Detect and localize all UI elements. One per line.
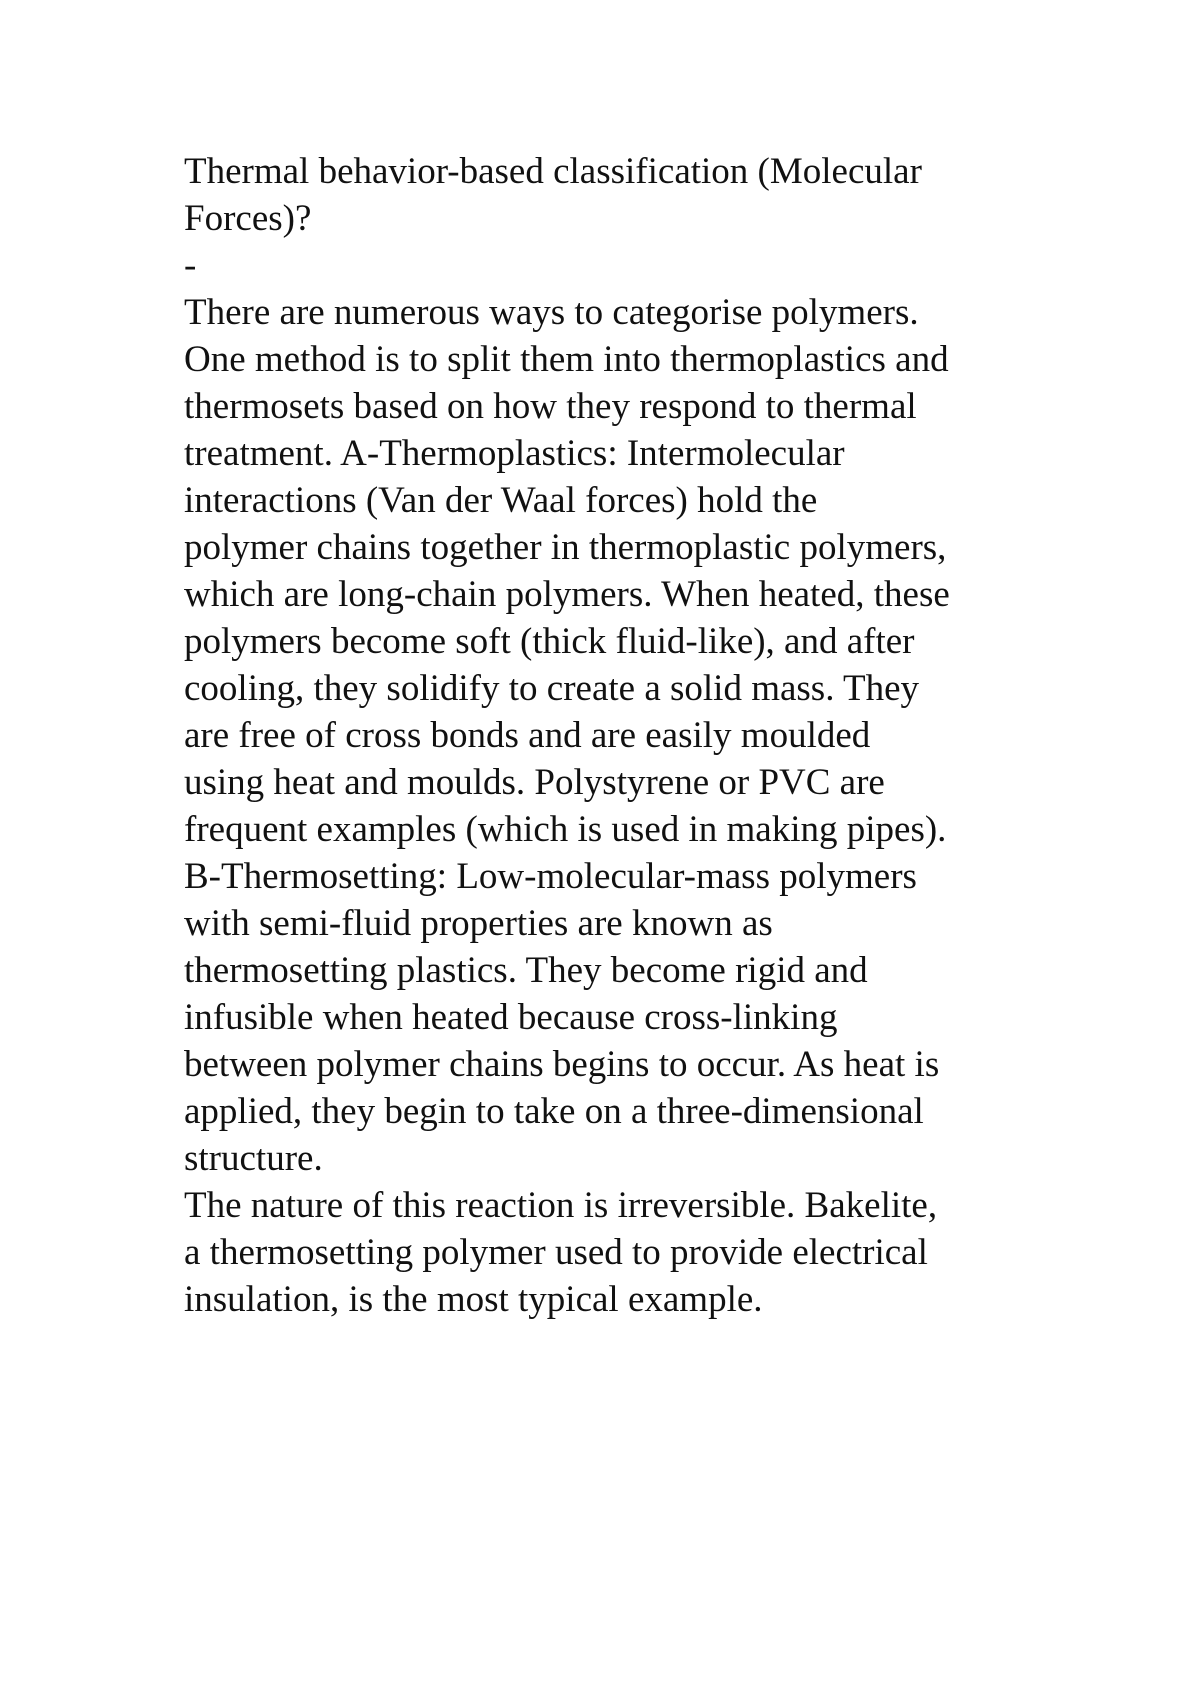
body-line: with semi-fluid properties are known as — [184, 903, 773, 944]
body-line: which are long-chain polymers. When heated, these — [184, 574, 950, 615]
body-line: applied, they begin to take on a three-dimensional — [184, 1091, 924, 1132]
body-line: between polymer chains begins to occur. As heat is — [184, 1044, 940, 1085]
body-line: are free of cross bonds and are easily moulded — [184, 715, 871, 756]
body-line: B-Thermosetting: Low-molecular-mass polymers — [184, 856, 917, 897]
body-line: thermosets based on how they respond to thermal — [184, 386, 917, 427]
body-line: structure. — [184, 1138, 323, 1179]
body-line: interactions (Van der Waal forces) hold the — [184, 480, 818, 521]
body-line: There are numerous ways to categorise polymers. — [184, 292, 919, 333]
body-line: using heat and moulds. Polystyrene or PVC are — [184, 762, 885, 803]
body-line: One method is to split them into thermoplastics and — [184, 339, 949, 380]
body-line: The nature of this reaction is irreversible. Bakelite, — [184, 1185, 938, 1226]
dash-separator: - — [184, 245, 197, 286]
question-title-line-2: Forces)? — [184, 198, 312, 239]
body-line: polymers become soft (thick fluid-like), and after — [184, 621, 915, 662]
body-line: polymer chains together in thermoplastic polymers, — [184, 527, 947, 568]
document-text — [184, 148, 1044, 1323]
body-line: insulation, is the most typical example. — [184, 1279, 763, 1320]
body-line: frequent examples (which is used in making pipes). — [184, 809, 947, 850]
body-line: a thermosetting polymer used to provide electrical — [184, 1232, 928, 1273]
question-title-line-1: Thermal behavior-based classification (Molecular — [184, 151, 922, 192]
body-line: cooling, they solidify to create a solid mass. They — [184, 668, 920, 709]
body-line: thermosetting plastics. They become rigid and — [184, 950, 868, 991]
body-line: treatment. A-Thermoplastics: Intermolecular — [184, 433, 845, 474]
body-line: infusible when heated because cross-linking — [184, 997, 838, 1038]
